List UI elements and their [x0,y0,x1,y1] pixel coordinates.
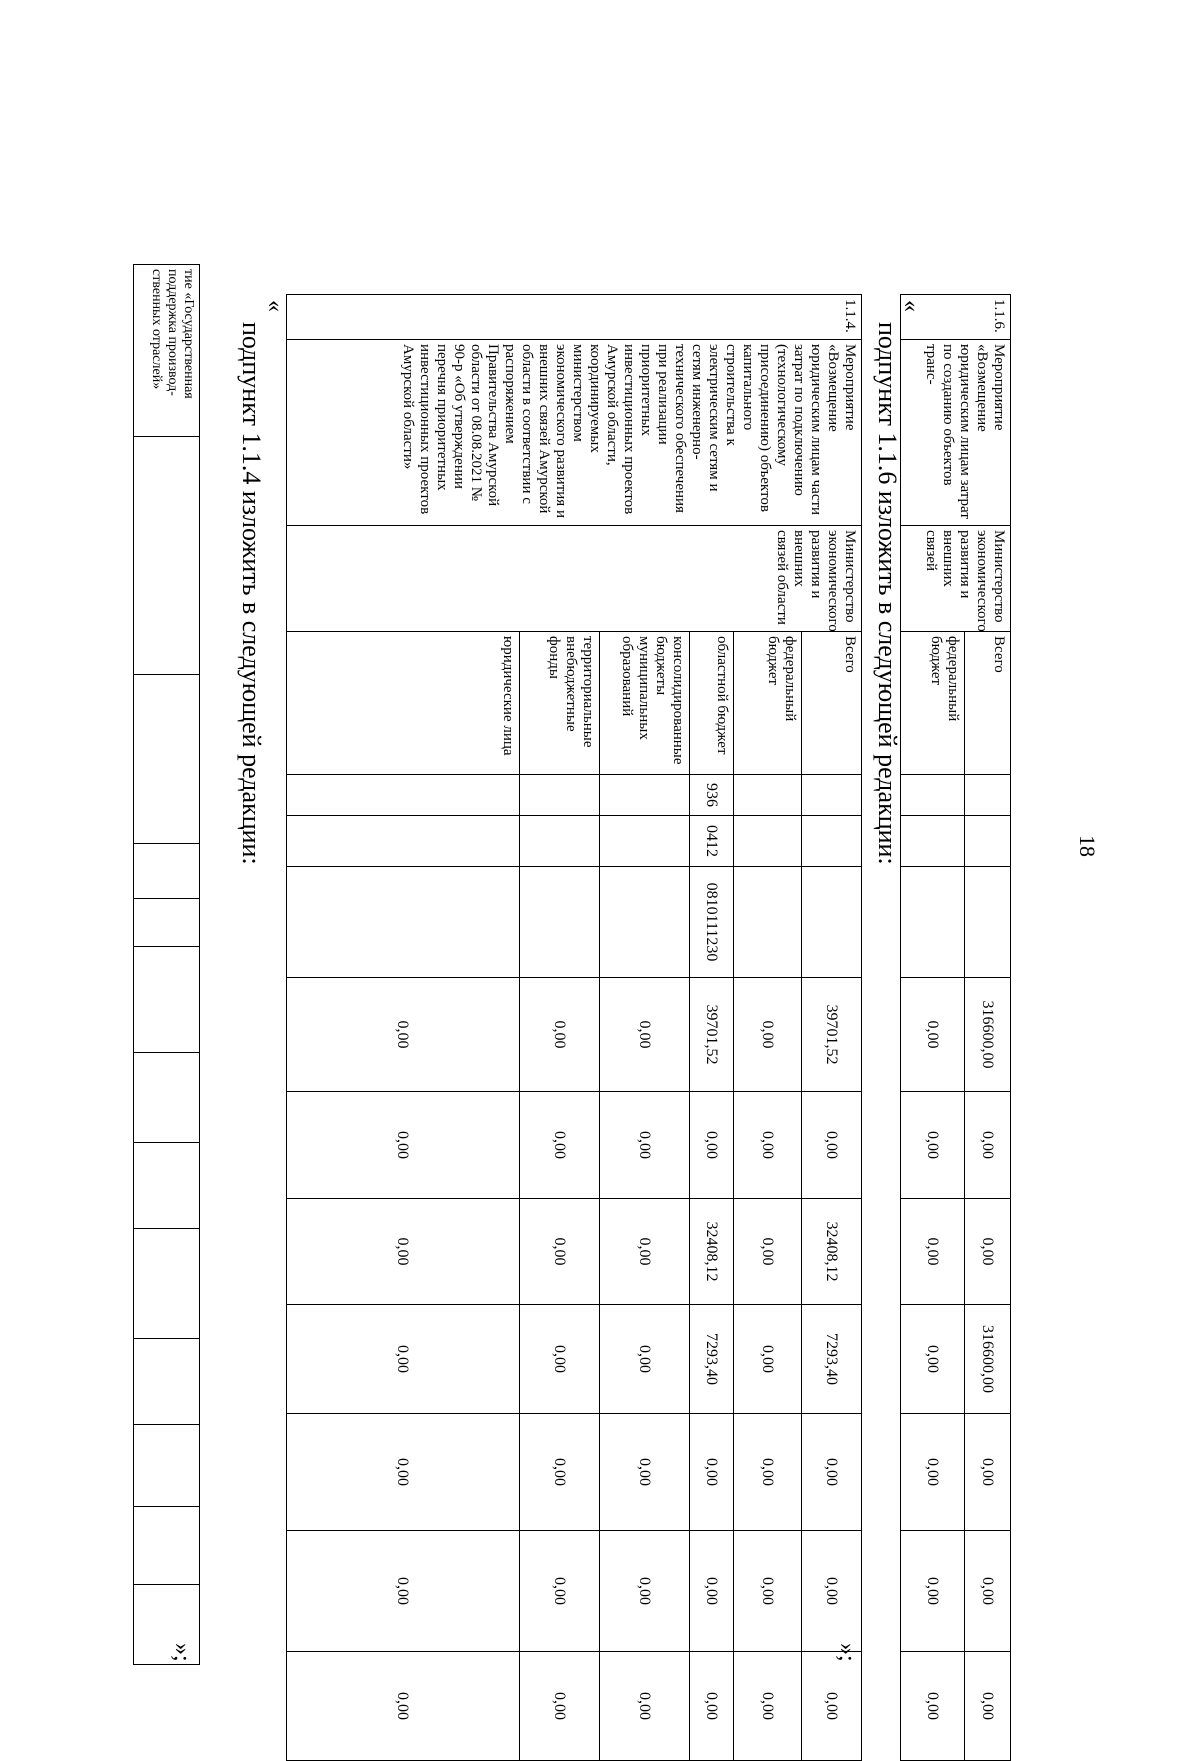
value-cell: 0,00 [600,978,690,1092]
value-cell: 0,00 [287,1199,520,1305]
value-cell: 0,00 [965,1414,1011,1531]
rz-cell [287,816,520,867]
rz-cell [802,816,862,867]
source-cell: областной бюджет [690,632,734,775]
value-cell: 0,00 [600,1199,690,1305]
value-cell: 0,00 [600,1305,690,1414]
rz-cell: 0412 [690,816,734,867]
source-cell: консолидированные бюджеты муниципальных образований [600,632,690,775]
csr-cell [734,867,802,978]
section-b-measure: Мероприятие «Возмещение юридическим лицам затрат по созданию объектов транс- [901,340,1011,526]
value-cell: 0,00 [901,1531,965,1652]
value-cell: 0,00 [520,1305,600,1414]
value-cell: 0,00 [690,1652,734,1761]
value-cell: 0,00 [600,1531,690,1652]
value-cell: 32408,12 [802,1199,862,1305]
section-b-executor: Министерство экономического развития и внешних связей [901,526,1011,632]
value-cell: 0,00 [600,1092,690,1199]
value-cell: 0,00 [287,1092,520,1199]
page-number: 18 [1075,835,1100,857]
top-fragment-text: тие «Государственная поддержка производ-ственных отраслей» [134,265,200,437]
grbs-cell: 936 [690,775,734,816]
value-cell: 0,00 [520,1414,600,1531]
value-cell: 0,00 [802,1531,862,1652]
value-cell: 0,00 [965,1092,1011,1199]
section-a-measure: Мероприятие «Возмещение юридическим лицам части затрат по подключению (технологическому присоединению) объектов капитального строительства к электрическим сетям и сетям инженерно-технического обеспечения при реализации приоритетных инвестиционных проектов Амурской области, координируемых министерством экономического развития и внешних связей Амурской области в соответствии с распоряжением Правительства Амурской области от 08.08.2021 № 90-р «Об утверждении перечня приоритетных инвестиционных проектов Амурской области» [287,340,862,526]
value-cell: 0,00 [802,1092,862,1199]
value-cell: 0,00 [802,1652,862,1761]
section-b-open-quote: « [898,300,924,312]
value-cell: 0,00 [802,1414,862,1531]
value-cell: 0,00 [690,1092,734,1199]
csr-cell [287,867,520,978]
value-cell: 7293,40 [802,1305,862,1414]
grbs-cell [287,775,520,816]
value-cell: 39701,52 [690,978,734,1092]
value-cell: 0,00 [287,1531,520,1652]
rz-cell [734,816,802,867]
value-cell: 0,00 [287,1414,520,1531]
value-cell: 0,00 [520,1652,600,1761]
value-cell: 0,00 [520,1092,600,1199]
grbs-cell [600,775,690,816]
value-cell: 0,00 [734,1414,802,1531]
section-b-row-number: 1.1.6. [901,295,1011,340]
source-cell: территориальные внебюджетные фонды [520,632,600,775]
value-cell: 0,00 [690,1414,734,1531]
value-cell: 0,00 [901,1652,965,1761]
section-a-heading: подпункт 1.1.4 изложить в следующей редакции: [237,322,266,865]
source-cell: Всего [965,632,1011,775]
section-a-row-number: 1.1.4. [287,295,862,340]
source-cell: Всего [802,632,862,775]
value-cell: 0,00 [965,1199,1011,1305]
value-cell: 0,00 [734,1305,802,1414]
value-cell: 0,00 [520,1531,600,1652]
value-cell: 0,00 [734,1092,802,1199]
value-cell: 0,00 [901,978,965,1092]
source-cell: федеральный бюджет [901,632,965,775]
grbs-cell [802,775,862,816]
value-cell: 0,00 [734,1199,802,1305]
rz-cell [600,816,690,867]
rz-cell [520,816,600,867]
section-a-executor: Министерство экономического развития и внешних связей области [287,526,862,632]
value-cell: 32408,12 [690,1199,734,1305]
value-cell: 0,00 [520,978,600,1092]
value-cell: 0,00 [965,1531,1011,1652]
value-cell: 0,00 [287,1652,520,1761]
value-cell: 0,00 [901,1414,965,1531]
value-cell: 7293,40 [690,1305,734,1414]
top-fragment-close-quote: »; [169,1643,195,1662]
value-cell: 0,00 [901,1092,965,1199]
value-cell: 0,00 [901,1199,965,1305]
value-cell: 0,00 [287,978,520,1092]
value-cell: 0,00 [734,1531,802,1652]
value-cell: 0,00 [734,1652,802,1761]
value-cell: 0,00 [734,978,802,1092]
section-a-close-quote: »; [834,1643,860,1662]
csr-cell: 0810111230 [690,867,734,978]
top-fragment-table [133,264,200,1665]
value-cell: 0,00 [287,1305,520,1414]
section-a-table [286,294,862,1761]
csr-cell [600,867,690,978]
section-a-open-quote: « [262,300,288,312]
section-b-table [900,294,1011,1761]
value-cell: 0,00 [901,1305,965,1414]
grbs-cell [520,775,600,816]
value-cell: 0,00 [600,1652,690,1761]
grbs-cell [734,775,802,816]
value-cell: 39701,52 [802,978,862,1092]
source-cell: федеральный бюджет [734,632,802,775]
value-cell: 316600,00 [965,1305,1011,1414]
source-cell: юридические лица [287,632,520,775]
csr-cell [802,867,862,978]
section-b-heading: подпункт 1.1.6 изложить в следующей редакции: [873,322,902,865]
value-cell: 316600,00 [965,978,1011,1092]
value-cell: 0,00 [520,1199,600,1305]
value-cell: 0,00 [965,1652,1011,1761]
csr-cell [520,867,600,978]
value-cell: 0,00 [690,1531,734,1652]
value-cell: 0,00 [600,1414,690,1531]
